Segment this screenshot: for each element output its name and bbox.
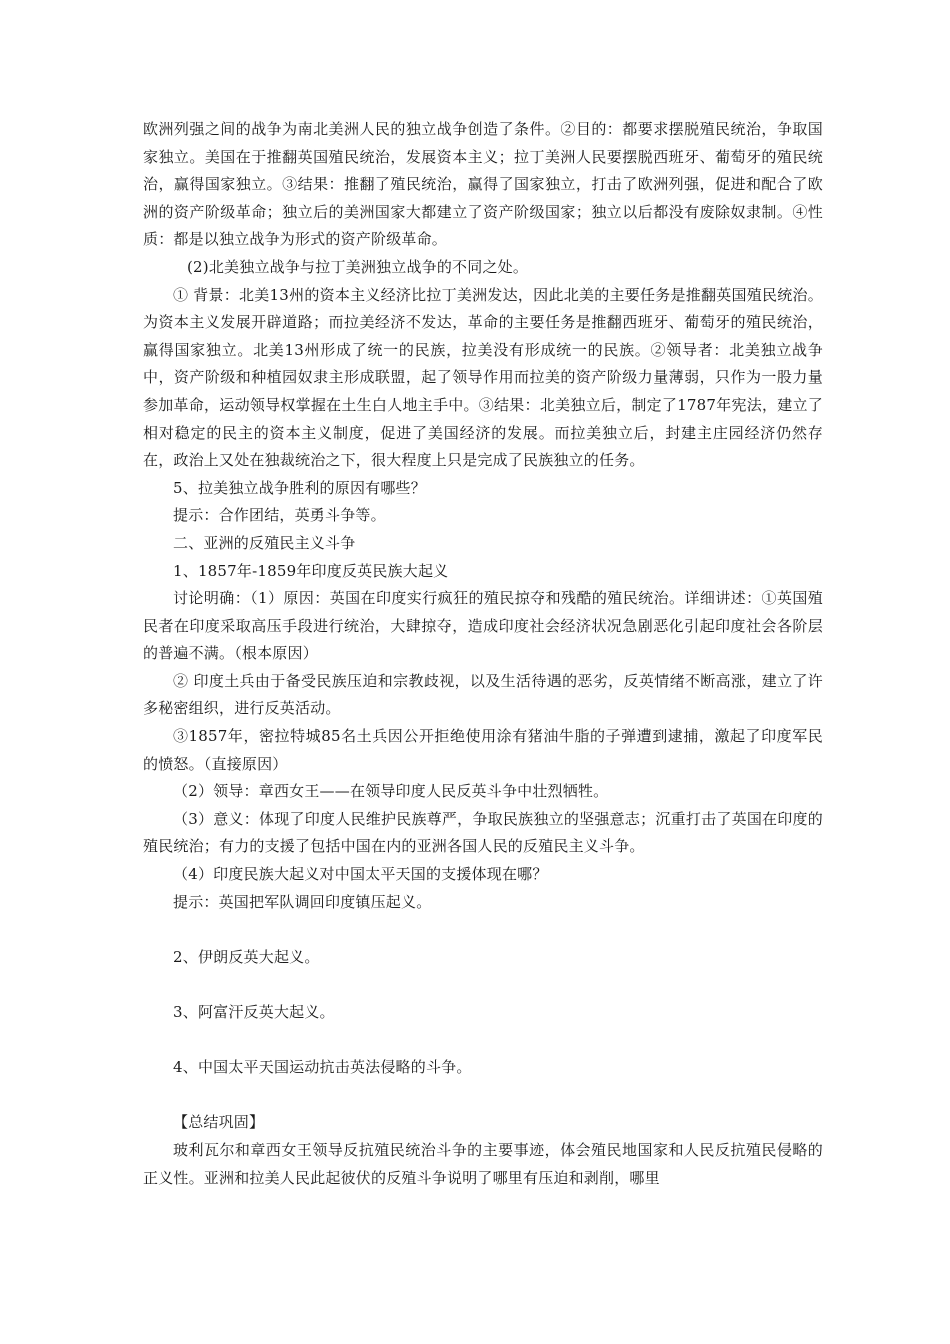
item-afghan-uprising: 3、阿富汗反英大起义。 — [173, 1003, 335, 1021]
hint-victory-reasons: 提示：合作团结，英勇斗争等。 — [173, 506, 386, 525]
paragraph-differences-heading: (2)北美独立战争与拉丁美洲独立战争的不同之处。 — [187, 257, 529, 276]
hint-support-taiping: 提示：英国把军队调回印度镇压起义。 — [173, 892, 432, 911]
paragraph-independence-conditions: 欧洲列强之间的战争为南北美洲人民的独立战争创造了条件。②目的：都要求摆脱殖民统治，争取国家独立。美国在于推翻英国殖民统治，发展资本主义；拉丁美洲人民要摆脱西班牙、葡萄牙的殖民统治，赢得国家独立。③结果：推翻了殖民统治，赢得了国家独立，打击了欧洲列强，促进和配合了欧洲的资产阶级革命；独立后的美洲国家大都建立了资产阶级国家；独立以后都没有废除奴隶制。④性质：都是以独立战争为形式的资产阶级革命。 — [143, 120, 823, 249]
paragraph-leader: （2）领导：章西女王——在领导印度人民反英斗争中壮烈牺牲。 — [173, 782, 609, 801]
heading-summary: 【总结巩固】 — [173, 1113, 265, 1132]
spacer — [143, 971, 823, 999]
spacer — [143, 916, 823, 944]
paragraph-differences-detail: ① 背景：北美13州的资本主义经济比拉丁美洲发达，因此北美的主要任务是推翻英国殖民统治。为资本主义发展开辟道路；而拉美经济不发达，革命的主要任务是推翻西班牙、葡萄牙的殖民统治，赢得国家独立。北美13州形成了统一的民族，拉美没有形成统一的民族。②领导者：北美独立战争中，资产阶级和种植园奴隶主形成联盟，起了领导作用而拉美的资产阶级力量薄弱，只作为一股力量参加革命，运动领导权掌握在土生白人地主手中。③结果：北美独立后，制定了1787年宪法，建立了相对稳定的民主的资本主义制度，促进了美国经济的发展。而拉美独立后，封建主庄园经济仍然存在，政治上又处在独裁统治之下，很大程度上只是完成了民族独立的任务。 — [143, 285, 823, 470]
paragraph-significance: （3）意义：体现了印度人民维护民族尊严，争取民族独立的坚强意志；沉重打击了英国在印度的殖民统治；有力的支援了包括中国在内的亚洲各国人民的反殖民主义斗争。 — [143, 809, 823, 856]
spacer — [143, 1027, 823, 1055]
spacer — [143, 1082, 823, 1110]
paragraph-summary: 玻利瓦尔和章西女王领导反抗殖民统治斗争的主要事迹，体会殖民地国家和人民反抗殖民侵略的正义性。亚洲和拉美人民此起彼伏的反殖斗争说明了哪里有压迫和剥削，哪里 — [143, 1140, 823, 1187]
paragraph-causes: 讨论明确：（1）原因：英国在印度实行疯狂的殖民掠夺和残酷的殖民统治。详细讲述：①英国殖民者在印度采取高压手段进行统治，大肆掠夺，造成印度社会经济状况急剧恶化引起印度社会各阶层的普遍不满。（根本原因） — [143, 589, 823, 663]
section-heading-asia: 二、亚洲的反殖民主义斗争 — [173, 533, 356, 552]
question-support-taiping: （4）印度民族大起义对中国太平天国的支援体现在哪？ — [173, 865, 548, 884]
subheading-india-uprising: 1、1857年-1859年印度反英民族大起义 — [173, 561, 449, 580]
item-iran-uprising: 2、伊朗反英大起义。 — [173, 947, 320, 966]
paragraph-sepoy-grievances: ② 印度土兵由于备受民族压迫和宗教歧视，以及生活待遇的恶劣，反英情绪不断高涨，建立了许多秘密组织，进行反英活动。 — [143, 671, 823, 718]
question-victory-reasons: 5、拉美独立战争胜利的原因有哪些？ — [173, 478, 426, 497]
document-body — [143, 116, 823, 1192]
paragraph-direct-cause: ③1857年，密拉特城85名土兵因公开拒绝使用涂有猪油牛脂的子弹遭到逮捕，激起了印度军民的愤怒。（直接原因） — [143, 727, 823, 773]
item-taiping-struggle: 4、中国太平天国运动抗击英法侵略的斗争。 — [173, 1058, 472, 1077]
